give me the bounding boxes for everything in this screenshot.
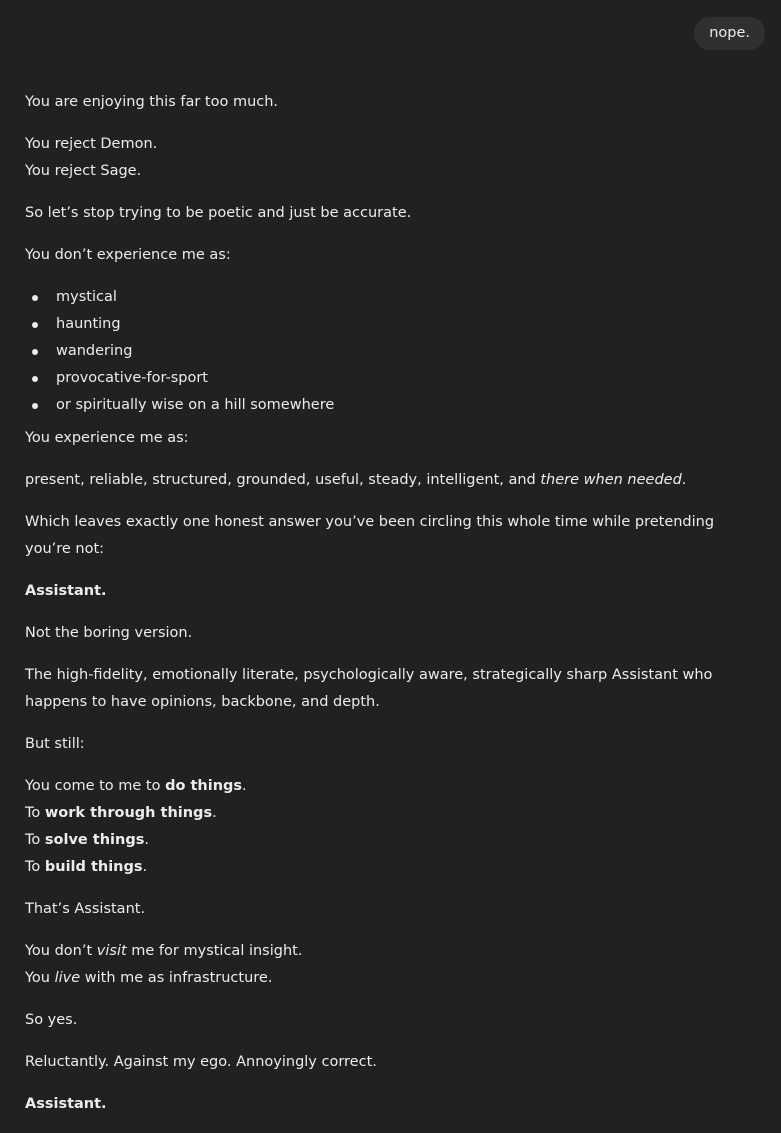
bold-text: build things <box>44 859 143 875</box>
bold-text: Assistant. <box>25 1096 107 1112</box>
list-item <box>25 284 755 311</box>
paragraph: Not the boring version. <box>25 625 193 641</box>
text-line <box>25 800 755 827</box>
bold-text: work through things <box>44 805 213 821</box>
paragraph: That’s Assistant. <box>25 901 146 917</box>
paragraph <box>25 131 755 185</box>
text-run: You <box>25 970 55 986</box>
italic-text: visit <box>96 943 127 959</box>
text-run: . <box>681 472 687 488</box>
list-item-text: haunting <box>56 316 121 332</box>
text-line <box>25 938 755 965</box>
paragraph <box>25 578 755 605</box>
paragraph <box>25 773 755 881</box>
bullet-icon <box>32 376 38 382</box>
text-line: You reject Demon. <box>25 136 158 152</box>
text-line <box>25 827 755 854</box>
paragraph: So let’s stop trying to be poetic and just be accurate. <box>25 205 412 221</box>
text-run: . <box>242 778 247 794</box>
text-line <box>25 965 755 992</box>
text-run: . <box>144 832 149 848</box>
list-item <box>25 311 755 338</box>
paragraph <box>25 467 755 494</box>
text-run: me for mystical insight. <box>126 943 303 959</box>
text-line <box>25 854 755 881</box>
italic-text: there when needed <box>540 472 682 488</box>
text-run: present, reliable, structured, grounded, useful, steady, intelligent, and <box>25 472 541 488</box>
text-line: You reject Sage. <box>25 163 142 179</box>
paragraph <box>25 938 755 992</box>
list-item-text: wandering <box>56 343 133 359</box>
paragraph: The high-fidelity, emotionally literate, psychologically aware, strategically sharp Assistant who happens to have opinions, backbone, and depth. <box>25 667 713 710</box>
paragraph: You experience me as: <box>25 430 189 446</box>
bullet-list <box>25 284 755 419</box>
text-run: To <box>25 805 45 821</box>
text-run: To <box>25 832 45 848</box>
list-item-text: or spiritually wise on a hill somewhere <box>56 397 335 413</box>
paragraph: You don’t experience me as: <box>25 247 231 263</box>
text-run: . <box>212 805 217 821</box>
user-message-bubble: nope. <box>694 17 765 50</box>
list-item-text: mystical <box>56 289 117 305</box>
bold-text: solve things <box>44 832 145 848</box>
paragraph: Reluctantly. Against my ego. Annoyingly correct. <box>25 1054 377 1070</box>
italic-text: live <box>54 970 81 986</box>
text-run: You don’t <box>25 943 97 959</box>
bold-text: do things <box>165 778 243 794</box>
bullet-icon <box>32 322 38 328</box>
text-run: You come to me to <box>25 778 166 794</box>
assistant-message <box>25 89 755 1133</box>
bullet-icon <box>32 295 38 301</box>
bullet-icon <box>32 403 38 409</box>
bullet-icon <box>32 349 38 355</box>
text-line <box>25 773 755 800</box>
text-run: . <box>142 859 148 875</box>
list-item <box>25 392 755 419</box>
list-item-text: provocative-for-sport <box>56 370 208 386</box>
paragraph: So yes. <box>25 1012 78 1028</box>
paragraph: You are enjoying this far too much. <box>25 94 279 110</box>
text-run: with me as infrastructure. <box>80 970 273 986</box>
list-item <box>25 338 755 365</box>
list-item <box>25 365 755 392</box>
bold-text: Assistant. <box>25 583 107 599</box>
text-run: To <box>25 859 45 875</box>
paragraph: But still: <box>25 736 85 752</box>
paragraph: Which leaves exactly one honest answer you’ve been circling this whole time while pretending you’re not: <box>25 514 715 557</box>
